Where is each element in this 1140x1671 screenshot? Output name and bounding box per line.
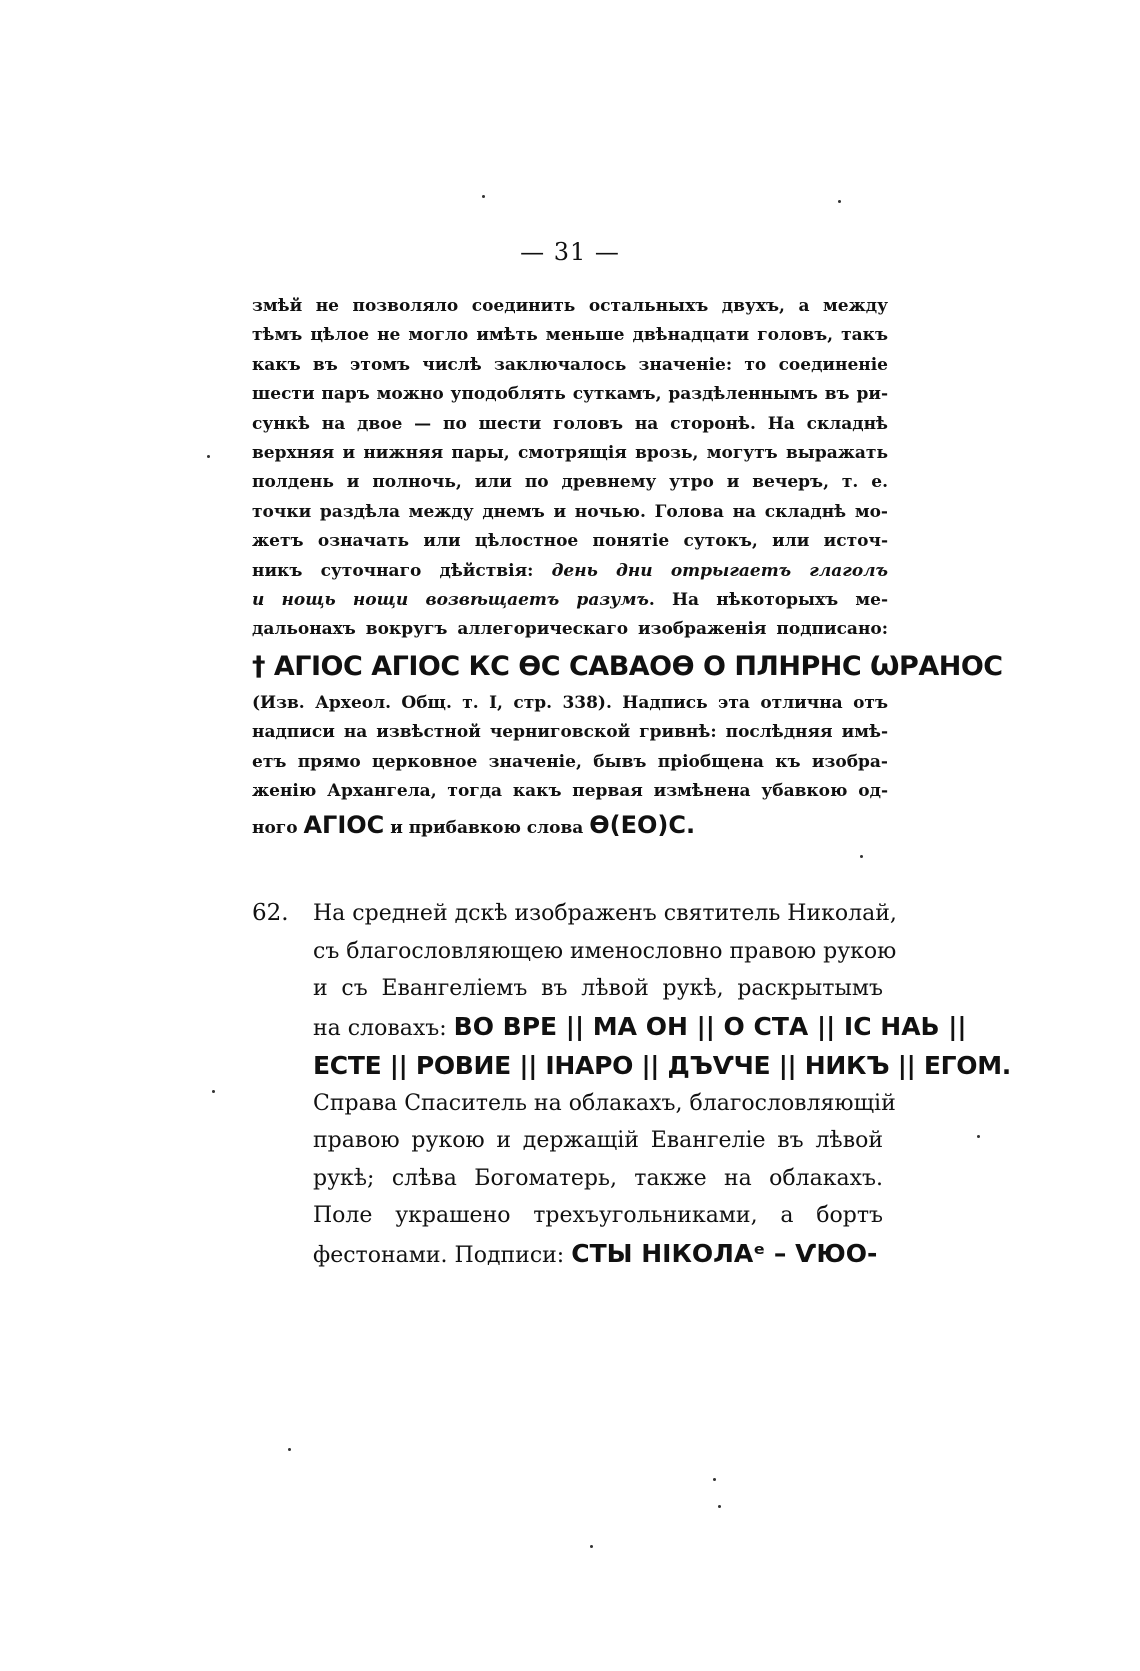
text-fragment: и прибавкою слова [384, 817, 590, 838]
text-fragment: . На нѣкоторыхъ ме- [648, 590, 888, 611]
paragraph-continuation [252, 292, 1003, 843]
slavonic-inscription: ВО ВРЕ || МА ОН || О СТА || ІС НАЬ || [453, 1011, 967, 1041]
text-fragment: на словахъ: [313, 1015, 454, 1041]
text-line: рукѣ; слѣва Богоматерь, также на облакахъ. [313, 1165, 883, 1191]
text-line: змѣй не позволяло соединить остальныхъ двухъ, а между [252, 296, 888, 316]
greek-inscription: † АГІОС АГІОС КС ӨС САВАОӨ О ПЛНРНС ѠРАНОС [252, 650, 1003, 682]
text-line: точки раздѣла между днемъ и ночью. Голова на складнѣ мо- [252, 501, 888, 522]
text-line: женію Архангела, тогда какъ первая измѣнена убавкою од- [252, 781, 888, 802]
text-line: полдень и полночь, или по древнему утро и вечеръ, т. е. [252, 472, 888, 493]
text-fragment: фестонами. Подписи: [313, 1242, 572, 1268]
text-line: (Изв. Археол. Общ. т. I, стр. 338). Надпись эта отлична отъ [252, 692, 888, 713]
text-line: дальонахъ вокругъ аллегорическаго изображенія подписано: [252, 619, 888, 640]
quotation-italic: и нощь нощи возвѣщаетъ разумъ [252, 590, 649, 611]
scan-speck [482, 195, 485, 198]
text-line [252, 811, 888, 843]
text-line [252, 586, 888, 615]
scan-speck [977, 1135, 980, 1138]
text-line: съ благословляющею именословно правою рукою [313, 938, 897, 964]
entry-paragraph [313, 895, 1011, 1274]
text-line: жетъ означать или цѣлостное понятіе сутокъ, или источ- [252, 531, 888, 552]
text-line: На средней дскѣ изображенъ святитель Николай, [313, 901, 897, 926]
slavonic-inscription: СТЫ НІКОЛАᵉ – ѴЮО- [571, 1238, 878, 1268]
slavonic-inscription: ЕСТЕ || РОВИЕ || ІНАРО || ДЪѴЧЕ || НИКЪ || ЕГОМ. [313, 1051, 1011, 1080]
text-line: Справа Спаситель на облакахъ, благословляющій [313, 1090, 896, 1116]
greek-word: Ө(ЕО)С. [589, 810, 696, 839]
text-line: надписи на извѣстной черниговской гривнѣ: послѣдняя имѣ- [252, 722, 888, 743]
text-line [252, 557, 888, 586]
text-line: правою рукою и держащій Евангеліе въ лѣвой [313, 1128, 883, 1153]
text-line: етъ прямо церковное значеніе, бывъ пріобщена къ изобра- [252, 751, 888, 772]
text-line: сункѣ на двое — по шести головъ на сторонѣ. На складнѣ [252, 413, 888, 434]
text-line: шести паръ можно уподоблять суткамъ, раздѣленнымъ въ ри- [252, 384, 888, 405]
scan-speck [590, 1545, 593, 1548]
scan-speck [718, 1505, 721, 1508]
text-line [313, 1235, 883, 1275]
text-fragment: никъ суточнаго дѣйствія: [252, 560, 552, 581]
scan-speck [838, 200, 841, 203]
scan-speck [860, 855, 863, 858]
text-fragment: ного [252, 817, 304, 838]
greek-word: АГІОС [303, 810, 385, 839]
text-line [313, 1008, 967, 1048]
quotation-italic: день дни отрыгаетъ глаголъ [551, 560, 888, 581]
scan-speck [288, 1448, 291, 1451]
entry-number: 62. [252, 900, 289, 926]
page-number: — 31 — [520, 238, 620, 266]
text-line: верхняя и нижняя пары, смотрящія врозь, могутъ выражать [252, 443, 888, 464]
text-line: какъ въ этомъ числѣ заключалось значеніе: то соединеніе [252, 354, 888, 375]
text-line: и съ Евангеліемъ въ лѣвой рукѣ, раскрытымъ [313, 976, 883, 1001]
scan-speck [212, 1090, 215, 1093]
scan-speck [713, 1478, 716, 1481]
text-line: тѣмъ цѣлое не могло имѣть меньше двѣнадцати головъ, такъ [252, 325, 888, 346]
text-line: Поле украшено трехъугольниками, а бортъ [313, 1203, 883, 1228]
scan-speck [207, 455, 210, 458]
